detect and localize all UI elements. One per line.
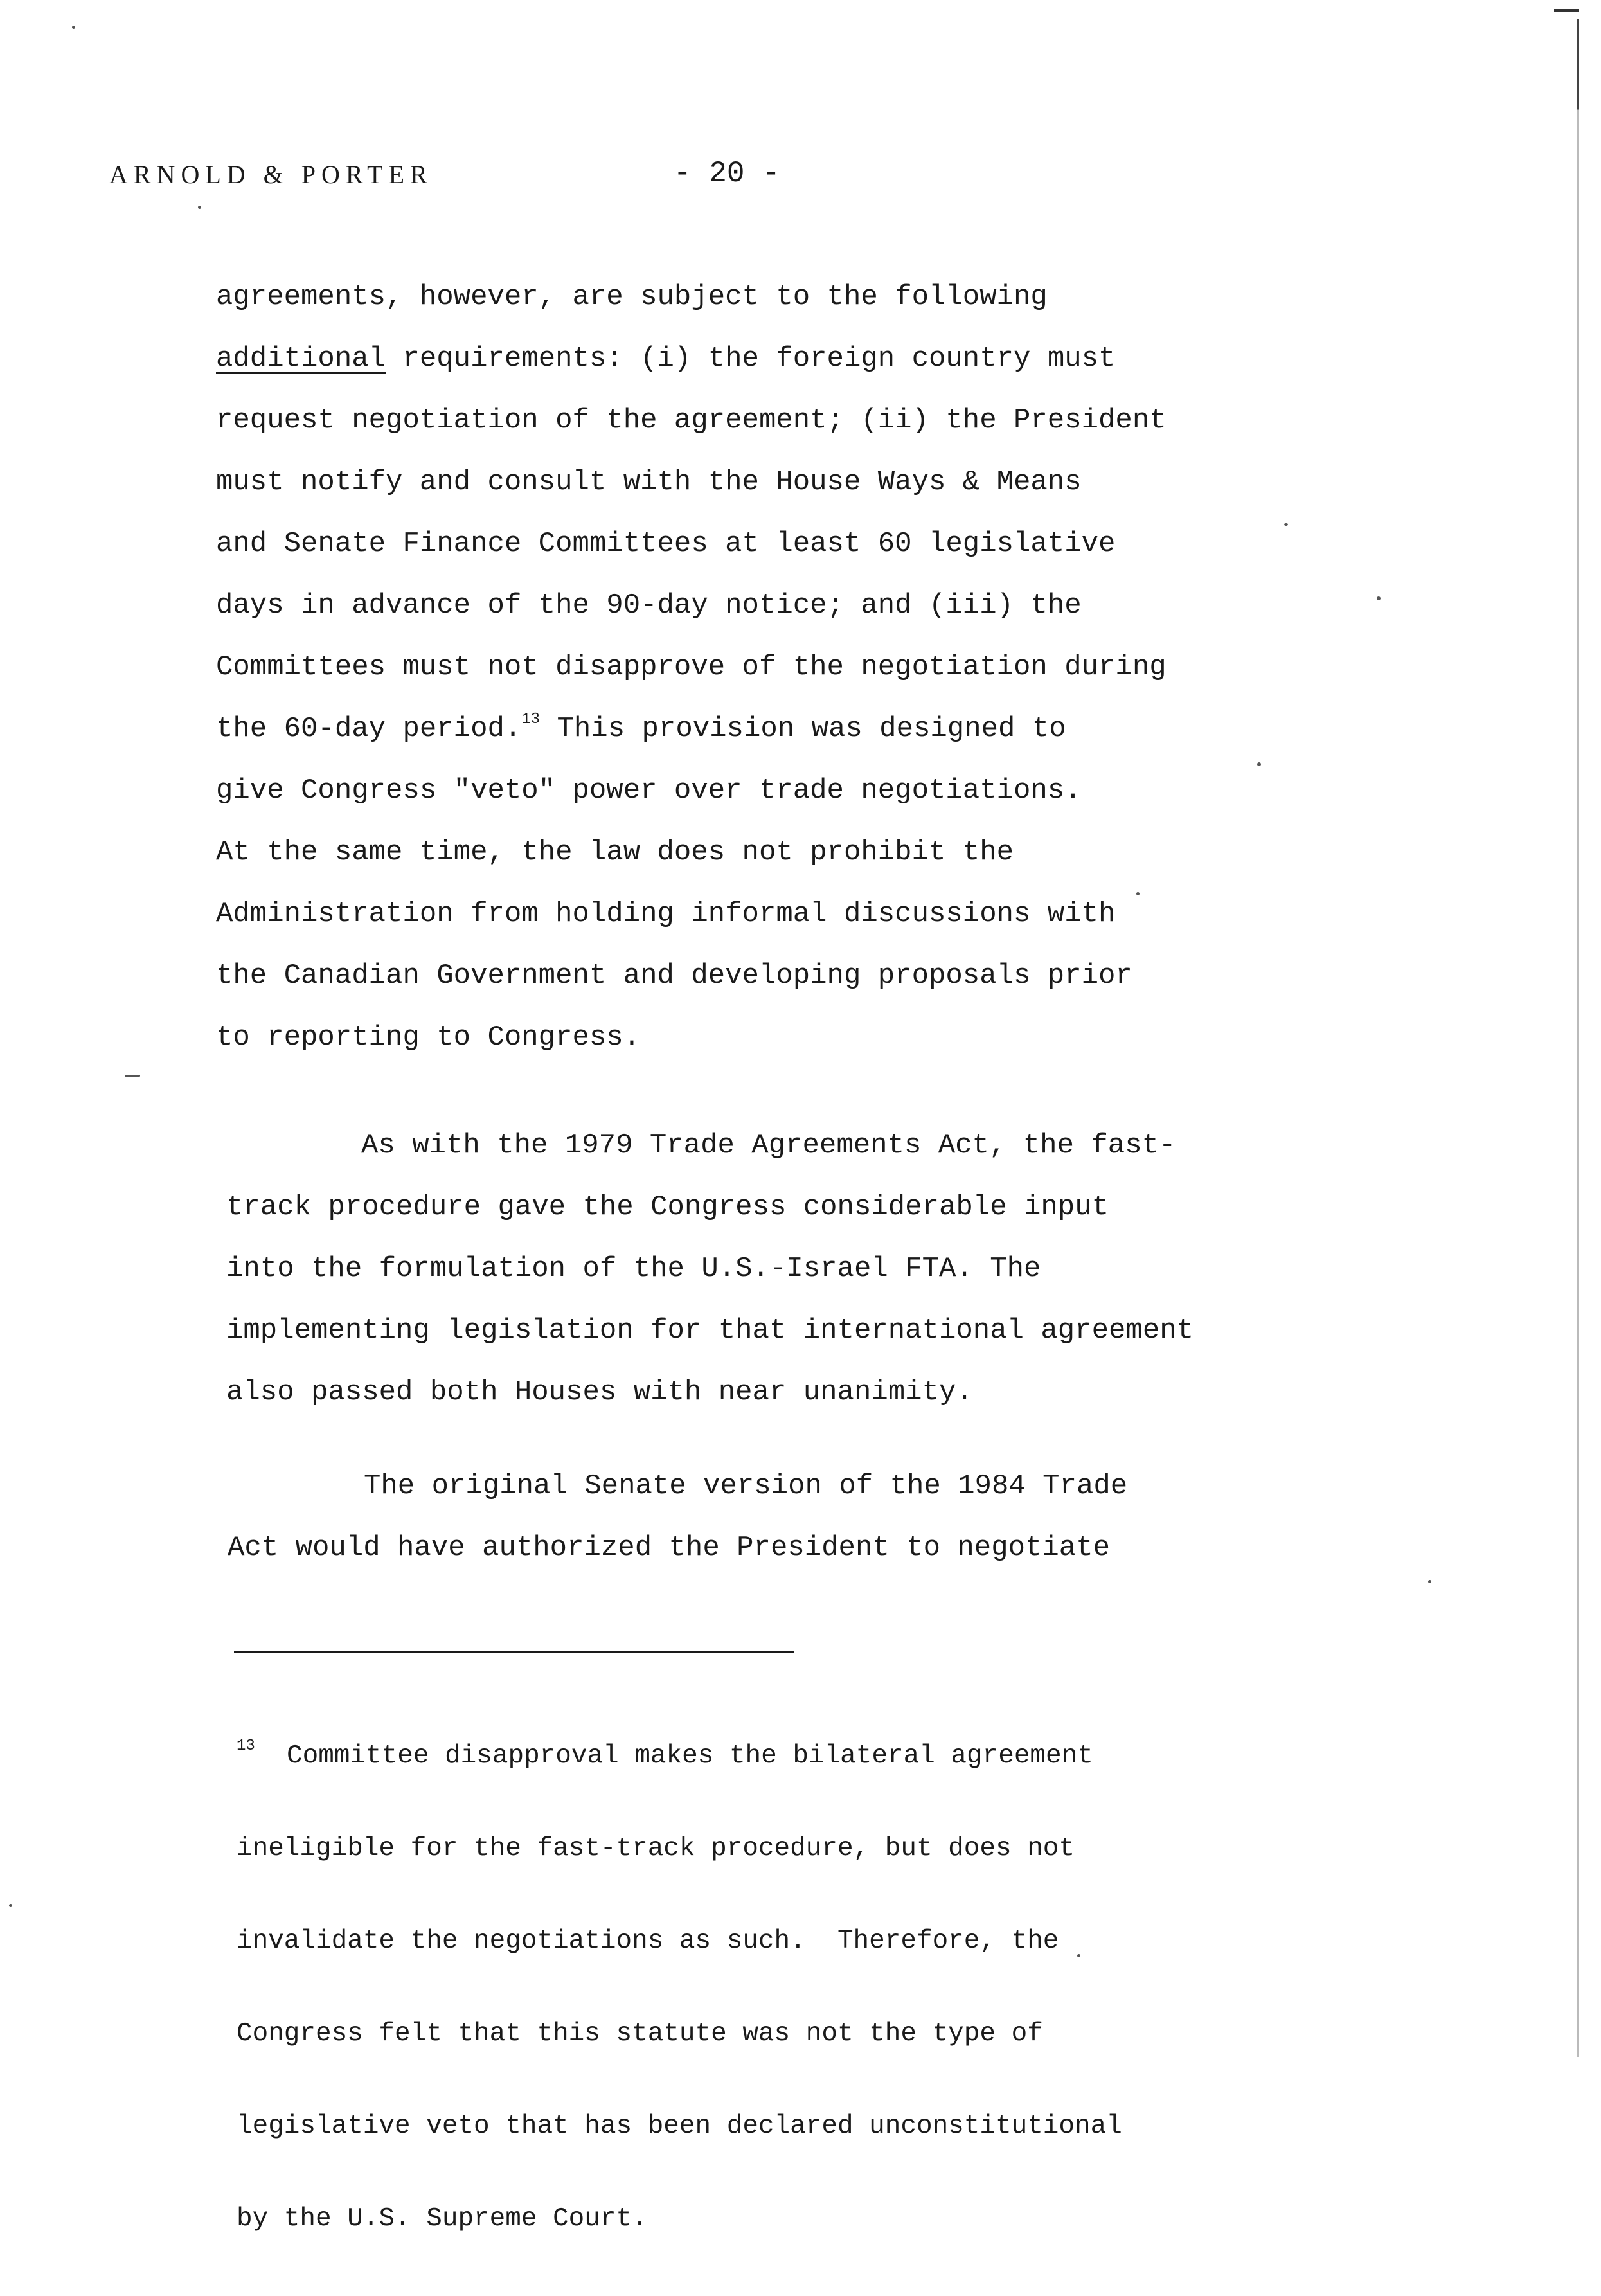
page-number: - 20 - [674, 157, 780, 190]
scan-speck [1284, 523, 1288, 526]
text-line: and Senate Finance Committees at least 60 legislative [216, 528, 1116, 560]
footnote-line: ineligible for the fast-track procedure, but does not [237, 1834, 1075, 1863]
text-line: also passed both Houses with near unanimity. [226, 1376, 973, 1408]
footnote-reference: 13 [521, 711, 541, 728]
scan-speck [1257, 762, 1261, 766]
text-line: implementing legislation for that international agreement [226, 1314, 1194, 1347]
text-line [216, 339, 1115, 378]
scan-speck [1136, 892, 1140, 895]
scan-edge-line [1577, 19, 1579, 2057]
scan-speck [125, 1075, 140, 1077]
underlined-word: additional [216, 343, 386, 375]
footnote [237, 1679, 1122, 2296]
page-header [109, 159, 881, 198]
footnote-line: invalidate the negotiations as such. Therefore, the [237, 1926, 1059, 1956]
footnote-number: 13 [237, 1737, 255, 1755]
text-line: Administration from holding informal discussions with [216, 898, 1116, 930]
footnote-line: by the U.S. Supreme Court. [237, 2204, 648, 2234]
text-line: track procedure gave the Congress considerable input [226, 1191, 1109, 1223]
firm-name: ARNOLD & PORTER [109, 160, 433, 189]
scan-speck [9, 1904, 12, 1907]
text-line: As with the 1979 Trade Agreements Act, the fast- [361, 1129, 1176, 1161]
text-line: must notify and consult with the House Ways & Means [216, 466, 1082, 498]
text-line: give Congress "veto" power over trade negotiations. [216, 775, 1082, 807]
text-fragment: This provision was designed to [557, 713, 1066, 745]
text-line: days in advance of the 90-day notice; and (iii) the [216, 589, 1082, 622]
text-line: request negotiation of the agreement; (ii) the President [216, 404, 1167, 436]
scan-edge-mark [1554, 9, 1579, 12]
footnote-line [237, 1737, 1122, 1771]
text-line [216, 710, 1066, 748]
text-fragment: Committee disapproval makes the bilateral agreement [287, 1741, 1093, 1771]
text-fragment: requirements: (i) the foreign country must [402, 343, 1116, 375]
footnote-separator [234, 1651, 794, 1653]
scan-speck [1377, 596, 1381, 600]
text-line: agreements, however, are subject to the following [216, 281, 1048, 313]
text-line: into the formulation of the U.S.-Israel FTA. The [226, 1253, 1041, 1285]
scan-speck [198, 206, 201, 209]
text-line: Act would have authorized the President to negotiate [228, 1532, 1111, 1564]
scan-speck [72, 26, 75, 29]
text-line: to reporting to Congress. [216, 1021, 641, 1054]
text-line: the Canadian Government and developing proposals prior [216, 960, 1132, 992]
scan-speck [1077, 1954, 1080, 1957]
text-line: The original Senate version of the 1984 Trade [364, 1470, 1128, 1502]
footnote-line: legislative veto that has been declared unconstitutional [237, 2112, 1122, 2141]
text-line: Committees must not disapprove of the negotiation during [216, 651, 1167, 683]
scan-speck [1428, 1580, 1431, 1583]
text-fragment: the 60-day period. [216, 713, 522, 745]
text-line: At the same time, the law does not prohibit the [216, 836, 1014, 868]
footnote-line: Congress felt that this statute was not the type of [237, 2019, 1043, 2049]
